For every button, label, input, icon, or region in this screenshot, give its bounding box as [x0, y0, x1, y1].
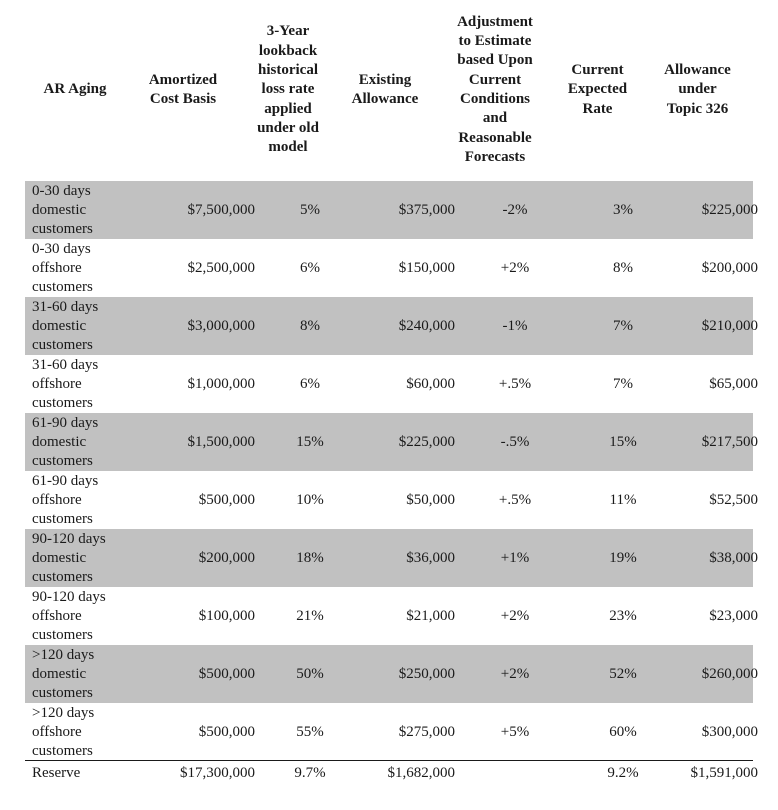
allowance-326-cell: $200,000 — [701, 259, 758, 276]
loss-rate-cell: 6% — [300, 375, 320, 392]
loss-rate-cell: 6% — [300, 259, 320, 276]
loss-rate-cell: 18% — [296, 549, 324, 566]
adjustment-cell: +.5% — [498, 491, 532, 508]
table-row — [25, 413, 758, 471]
total-label: Reserve — [32, 764, 81, 781]
ar-aging-cell: 61-90 days domestic customers — [32, 414, 99, 469]
loss-rate-cell: 15% — [296, 433, 324, 450]
cost-basis-cell: $7,500,000 — [187, 201, 255, 218]
existing-allowance-cell: $240,000 — [398, 317, 455, 334]
expected-rate-cell: 8% — [613, 259, 633, 276]
cost-basis-cell: $3,000,000 — [187, 317, 255, 334]
adjustment-cell: -.5% — [500, 433, 530, 450]
total-adjustment — [455, 761, 575, 785]
allowance-326-cell: $217,500 — [701, 433, 758, 450]
adjustment-cell: +2% — [500, 607, 530, 624]
expected-rate-cell: 19% — [609, 549, 637, 566]
adjustment-cell: +1% — [500, 549, 530, 566]
adjustment-cell: -1% — [502, 317, 528, 334]
header-existing-allowance: Existing Allowance — [351, 71, 419, 107]
loss-rate-cell: 5% — [300, 201, 320, 218]
allowance-326-cell: $225,000 — [701, 201, 758, 218]
ar-aging-cell: 31-60 days offshore customers — [32, 356, 99, 411]
expected-rate-cell: 3% — [613, 201, 633, 218]
table-row — [25, 703, 758, 761]
adjustment-cell: -2% — [502, 201, 528, 218]
ar-aging-cell: 90-120 days domestic customers — [32, 530, 106, 585]
loss-rate-cell: 10% — [296, 491, 324, 508]
adjustment-cell: +.5% — [498, 375, 532, 392]
allowance-326-cell: $260,000 — [701, 665, 758, 682]
existing-allowance-cell: $50,000 — [406, 491, 455, 508]
existing-allowance-cell: $225,000 — [398, 433, 455, 450]
total-cost-basis: $17,300,000 — [180, 764, 255, 781]
cost-basis-cell: $1,000,000 — [187, 375, 255, 392]
expected-rate-cell: 11% — [609, 491, 637, 508]
table-row — [25, 529, 758, 587]
allowance-326-cell: $65,000 — [709, 375, 758, 392]
loss-rate-cell: 21% — [296, 607, 324, 624]
expected-rate-cell: 23% — [609, 607, 637, 624]
expected-rate-cell: 60% — [609, 723, 637, 740]
header-amortized-cost-basis: Amortized Cost Basis — [148, 71, 218, 107]
table-row — [25, 645, 758, 703]
cost-basis-cell: $100,000 — [198, 607, 255, 624]
existing-allowance-cell: $36,000 — [406, 549, 455, 566]
total-expected-rate: 9.2% — [607, 764, 639, 781]
allowance-326-cell: $52,500 — [709, 491, 758, 508]
ar-aging-cell: 90-120 days offshore customers — [32, 588, 106, 643]
table-row — [25, 587, 758, 645]
ar-aging-cell: >120 days domestic customers — [32, 646, 95, 701]
expected-rate-cell: 7% — [613, 375, 633, 392]
ar-aging-cell: 31-60 days domestic customers — [32, 298, 99, 353]
loss-rate-cell: 8% — [300, 317, 320, 334]
cost-basis-cell: $200,000 — [198, 549, 255, 566]
table-row — [25, 239, 758, 297]
ar-aging-cell: 61-90 days offshore customers — [32, 472, 99, 527]
adjustment-cell: +2% — [500, 665, 530, 682]
table-row — [25, 471, 758, 529]
allowance-326-cell: $210,000 — [701, 317, 758, 334]
header-adjustment-to-estimate: Adjustment to Estimate based Upon Current Conditions and Reasonable Forecasts — [457, 13, 533, 165]
existing-allowance-cell: $21,000 — [406, 607, 455, 624]
total-allowance-326: $1,591,000 — [690, 764, 758, 781]
adjustment-cell: +2% — [500, 259, 530, 276]
existing-allowance-cell: $275,000 — [398, 723, 455, 740]
table-row — [25, 297, 758, 355]
expected-rate-cell: 7% — [613, 317, 633, 334]
expected-rate-cell: 15% — [609, 433, 637, 450]
cost-basis-cell: $500,000 — [198, 665, 255, 682]
loss-rate-cell: 50% — [296, 665, 324, 682]
total-row — [25, 761, 758, 785]
header-current-expected-rate: Current Expected Rate — [567, 62, 628, 117]
header-lookback-loss-rate: 3-Year lookback historical loss rate applied under old model — [257, 23, 319, 156]
existing-allowance-cell: $250,000 — [398, 665, 455, 682]
cost-basis-cell: $2,500,000 — [187, 259, 255, 276]
cost-basis-cell: $500,000 — [198, 491, 255, 508]
expected-rate-cell: 52% — [609, 665, 637, 682]
ar-aging-cell: 0-30 days domestic customers — [32, 182, 93, 237]
ar-aging-cell: >120 days offshore customers — [32, 704, 95, 759]
ar-aging-cell: 0-30 days offshore customers — [32, 240, 93, 295]
header-ar-aging: AR Aging — [43, 81, 107, 98]
allowance-326-cell: $38,000 — [709, 549, 758, 566]
allowance-326-cell: $300,000 — [701, 723, 758, 740]
existing-allowance-cell: $375,000 — [398, 201, 455, 218]
total-existing-allowance: $1,682,000 — [387, 764, 455, 781]
header-allowance-topic-326: Allowance under Topic 326 — [664, 62, 731, 117]
adjustment-cell: +5% — [500, 723, 530, 740]
loss-rate-cell: 55% — [296, 723, 324, 740]
allowance-326-cell: $23,000 — [709, 607, 758, 624]
table-row — [25, 181, 758, 239]
cost-basis-cell: $500,000 — [198, 723, 255, 740]
existing-allowance-cell: $150,000 — [398, 259, 455, 276]
table-row — [25, 355, 758, 413]
cost-basis-cell: $1,500,000 — [187, 433, 255, 450]
existing-allowance-cell: $60,000 — [406, 375, 455, 392]
total-loss-rate: 9.7% — [294, 764, 326, 781]
